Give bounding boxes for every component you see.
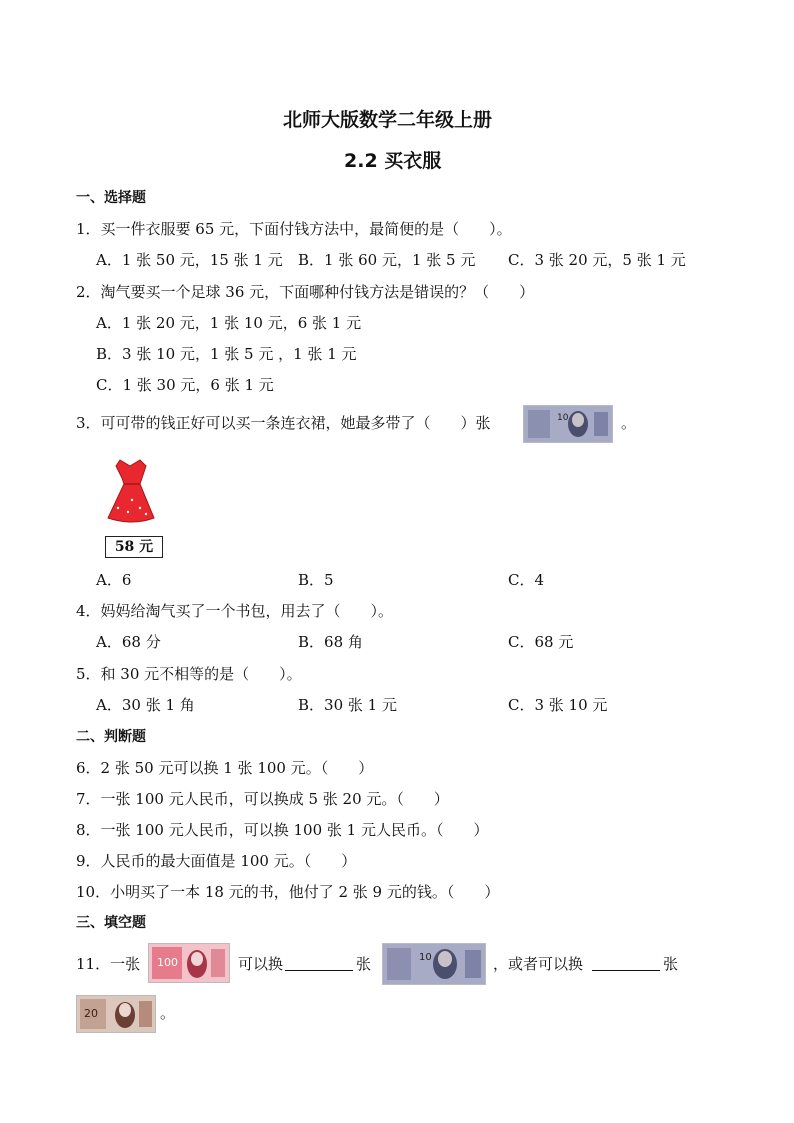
q3-option-b: B．5 <box>298 571 334 589</box>
question-11-part1: 11．一张 <box>76 955 141 973</box>
section-choice: 一、选择题 <box>76 190 146 206</box>
q2-option-b: B．3 张 10 元，1 张 5 元 ，1 张 1 元 <box>96 345 357 363</box>
q4-option-b: B．68 角 <box>298 633 363 651</box>
question-6: 6．2 张 50 元可以换 1 张 100 元。（ ） <box>76 759 374 777</box>
page-title: 北师大版数学二年级上册 <box>283 109 493 131</box>
question-11-part2: 可以换 <box>238 955 284 973</box>
q2-option-a: A．1 张 20 元，1 张 10 元，6 张 1 元 <box>96 314 362 332</box>
q1-option-b: B．1 张 60 元，1 张 5 元 <box>298 251 476 269</box>
page-subtitle: 2.2 买衣服 <box>344 150 442 172</box>
bill-20-denomination: 20 <box>84 1007 98 1020</box>
question-11-part3: 张 <box>356 955 372 973</box>
q3-end-mark: 。 <box>621 414 637 432</box>
question-3: 3．可可带的钱正好可以买一条连衣裙，她最多带了（ ）张 <box>76 414 491 432</box>
q1-option-c: C．3 张 20 元，5 张 1 元 <box>508 251 686 269</box>
q5-option-c: C．3 张 10 元 <box>508 696 608 714</box>
q3-option-a: A．6 <box>96 571 132 589</box>
ten-yuan-bill-image-2 <box>382 943 486 985</box>
question-5: 5．和 30 元不相等的是（ ）。 <box>76 665 302 683</box>
bill-100-denomination: 100 <box>157 956 178 969</box>
question-11-end: 。 <box>160 1004 176 1022</box>
q2-option-c: C．1 张 30 元，6 张 1 元 <box>96 376 274 394</box>
ten-yuan-bill-image <box>523 405 613 443</box>
question-9: 9．人民币的最大面值是 100 元。（ ） <box>76 852 357 870</box>
section-fill: 三、填空题 <box>76 915 146 931</box>
q5-option-b: B．30 张 1 元 <box>298 696 397 714</box>
question-2: 2．淘气要买一个足球 36 元，下面哪种付钱方法是错误的？（ ） <box>76 283 535 301</box>
price-tag: 58 元 <box>105 536 163 558</box>
q1-option-a: A．1 张 50 元，15 张 1 元 <box>96 251 283 269</box>
question-7: 7．一张 100 元人民币，可以换成 5 张 20 元。（ ） <box>76 790 449 808</box>
bill-10-denomination: 10 <box>557 413 569 423</box>
question-8: 8．一张 100 元人民币，可以换 100 张 1 元人民币。（ ） <box>76 821 489 839</box>
bill-10-denomination-2: 10 <box>419 952 432 963</box>
answer-blank-1[interactable] <box>285 954 353 976</box>
hundred-yuan-bill-image <box>148 943 230 983</box>
question-11-part4: ，或者可以换 <box>493 955 584 973</box>
twenty-yuan-bill-image <box>76 995 156 1033</box>
question-4: 4．妈妈给淘气买了一个书包，用去了（ ）。 <box>76 602 394 620</box>
q4-option-c: C．68 元 <box>508 633 574 651</box>
q3-option-c: C．4 <box>508 571 545 589</box>
question-11-part5: 张 <box>663 955 679 973</box>
section-judge: 二、判断题 <box>76 729 146 745</box>
answer-blank-2[interactable] <box>592 954 660 976</box>
question-10: 10．小明买了一本 18 元的书，他付了 2 张 9 元的钱。（ ） <box>76 883 500 901</box>
red-dress-image <box>96 456 168 528</box>
question-1: 1．买一件衣服要 65 元，下面付钱方法中，最简便的是（ ）。 <box>76 220 512 238</box>
q5-option-a: A．30 张 1 角 <box>96 696 195 714</box>
q4-option-a: A．68 分 <box>96 633 161 651</box>
